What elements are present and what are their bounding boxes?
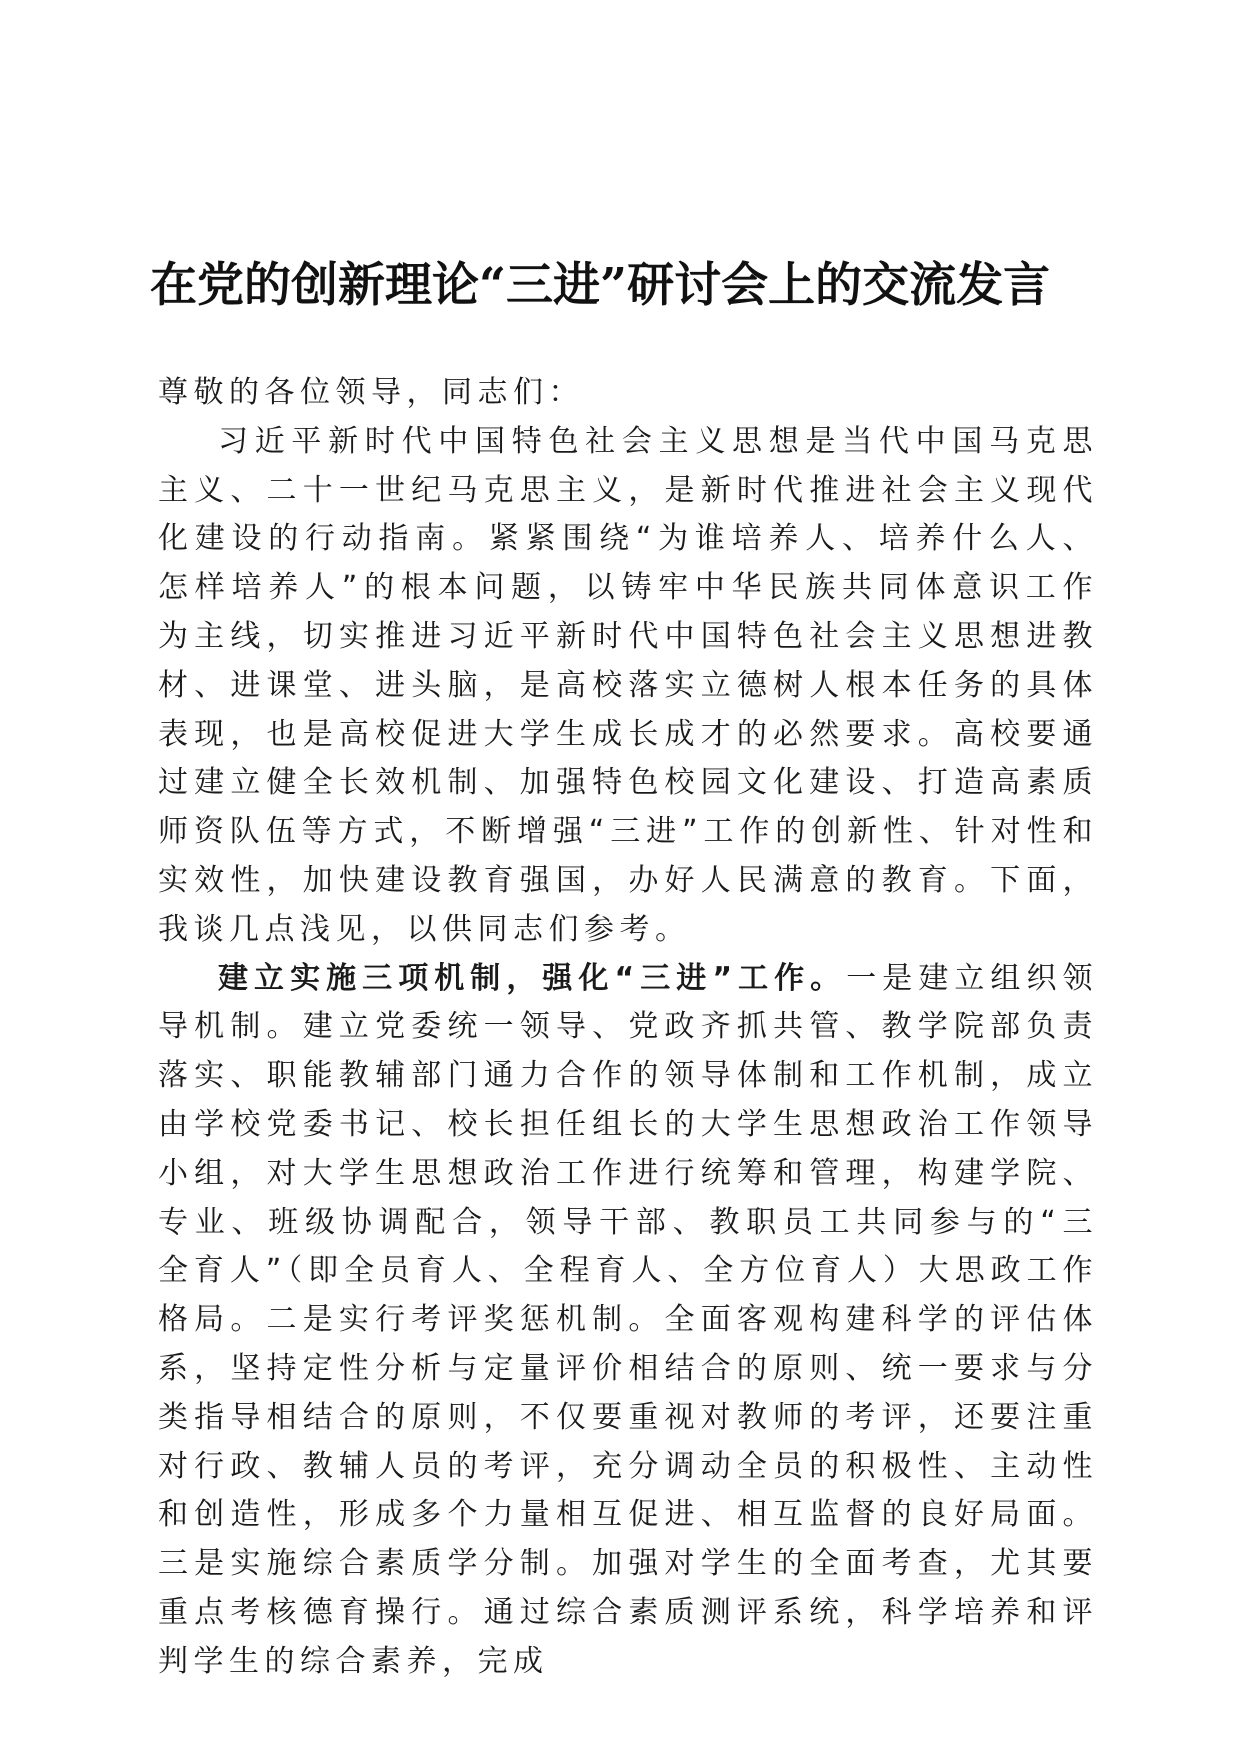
paragraph-intro [158, 418, 1098, 955]
document-body [158, 369, 1098, 1687]
document-title: 在党的创新理论“三进”研讨会上的交流发言 [150, 258, 1051, 313]
salutation: 尊敬的各位领导，同志们： [158, 375, 584, 410]
paragraph-mechanisms [158, 955, 1098, 1687]
paragraph-mechanisms-text: 一是建立组织领导机制。建立党委统一领导、党政齐抓共管、教学院部负责落实、职能教辅部门通力合作的领导体制和工作机制，成立由学校党委书记、校长担任组长的大学生思想政治工作领导小组，对大学生思想政治工作进行统筹和管理，构建学院、专业、班级协调配合，领导干部、教职员工共同参与的“三全育人”（即全员育人、全程育人、全方位育人）大思政工作格局。二是实行考评奖惩机制。全面客观构建科学的评估体系，坚持定性分析与定量评价相结合的原则、统一要求与分类指导相结合的原则，不仅要重视对教师的考评，还要注重对行政、教辅人员的考评，充分调动全员的积极性、主动性和创造性，形成多个力量相互促进、相互监督的良好局面。三是实施综合素质学分制。加强对学生的全面考查，尤其要重点考核德育操行。通过综合素质测评系统，科学培养和评判学生的综合素养，完成 [158, 960, 1098, 1679]
paragraph-intro-text: 习近平新时代中国特色社会主义思想是当代中国马克思主义、二十一世纪马克思主义，是新时代推进社会主义现代化建设的行动指南。紧紧围绕“为谁培养人、培养什么人、怎样培养人”的根本问题，以铸牢中华民族共同体意识工作为主线，切实推进习近平新时代中国特色社会主义思想进教材、进课堂、进头脑，是高校落实立德树人根本任务的具体表现，也是高校促进大学生成长成才的必然要求。高校要通过建立健全长效机制、加强特色校园文化建设、打造高素质师资队伍等方式，不断增强“三进”工作的创新性、针对性和实效性，加快建设教育强国，办好人民满意的教育。下面，我谈几点浅见，以供同志们参考。 [158, 423, 1098, 947]
paragraph-mechanisms-heading: 建立实施三项机制，强化“三进”工作。 [218, 960, 847, 996]
